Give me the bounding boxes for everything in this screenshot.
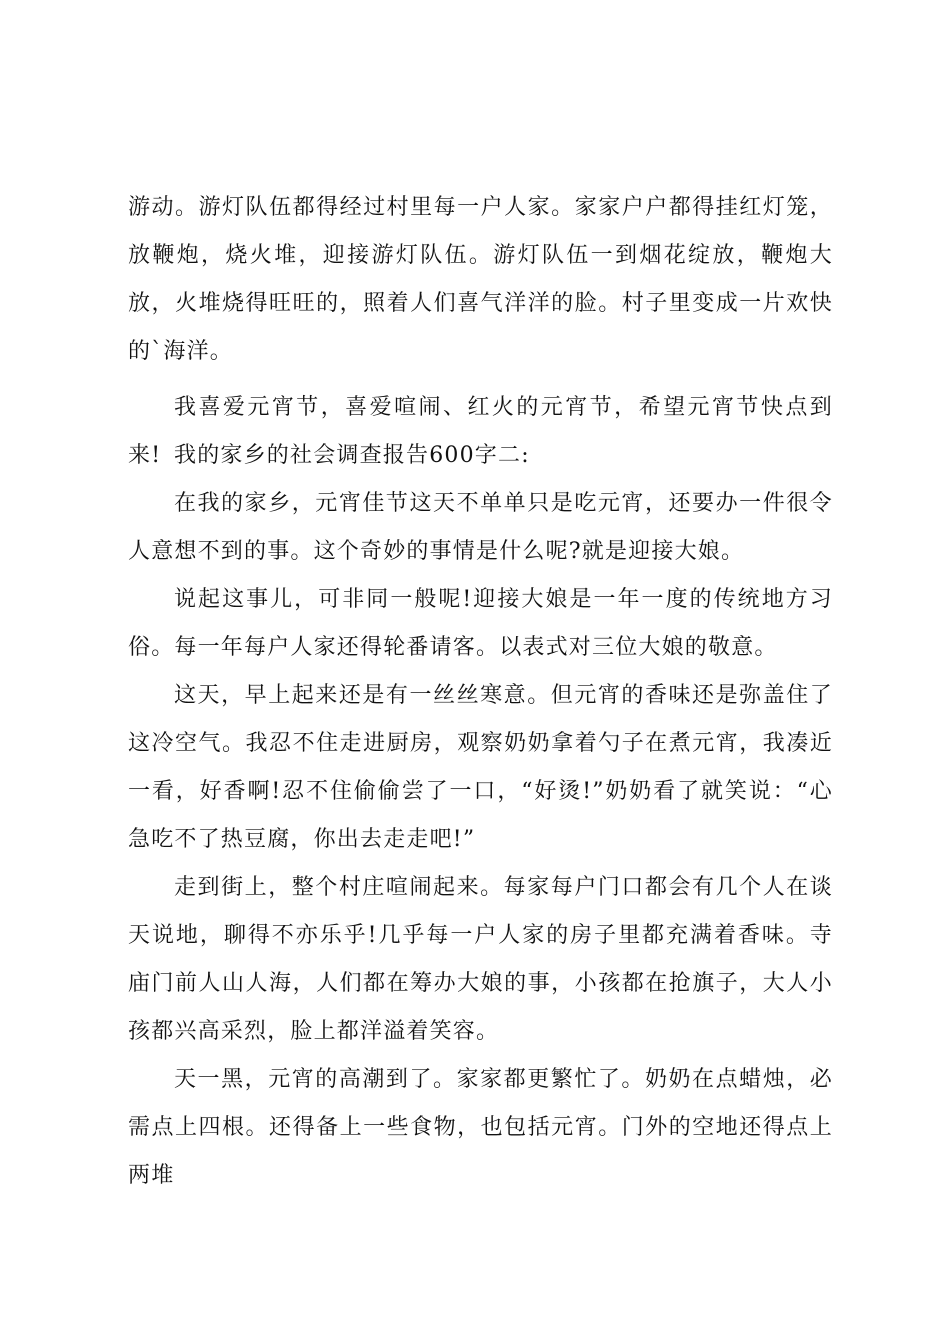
paragraph-tradition: 说起这事儿，可非同一般呢!迎接大娘是一年一度的传统地方习俗。每一年每户人家还得轮番请客。以表式对三位大娘的敬意。 [128, 587, 833, 660]
paragraph-welcome-aunts: 在我的家乡，元宵佳节这天不单单只是吃元宵，还要办一件很令人意想不到的事。这个奇妙的事情是什么呢?就是迎接大娘。 [128, 491, 833, 564]
paragraph-report-title: 我的家乡的社会调查报告600字二: [174, 443, 530, 468]
paragraph-night: 天一黑，元宵的高潮到了。家家都更繁忙了。奶奶在点蜡烛，必需点上四根。还得备上一些食物，也包括元宵。门外的空地还得点上两堆 [128, 1067, 833, 1188]
paragraph-lantern-parade: 游动。游灯队伍都得经过村里每一户人家。家家户户都得挂红灯笼，放鞭炮，烧火堆，迎接游灯队伍。游灯队伍一到烟花绽放，鞭炮大放，火堆烧得旺旺的，照着人们喜气洋洋的脸。村子里变成一片欢快的`海洋。 [128, 195, 833, 364]
paragraph-love-festival: 我喜爱元宵节，喜爱喧闹、红火的元宵节，希望元宵节快点到来! [128, 395, 833, 468]
paragraph-kitchen: 这天，早上起来还是有一丝丝寒意。但元宵的香味还是弥盖住了这冷空气。我忍不住走进厨房，观察奶奶拿着勺子在煮元宵，我凑近一看，好香啊!忍不住偷偷尝了一口，“好烫!”奶奶看了就笑说：“心急吃不了热豆腐，你出去走走吧!” [128, 683, 833, 852]
paragraph-street: 走到街上，整个村庄喧闹起来。每家每户门口都会有几个人在谈天说地，聊得不亦乐乎!几乎每一户人家的房子里都充满着香味。寺庙门前人山人海，人们都在筹办大娘的事，小孩都在抢旗子，大人小孩都兴高采烈，脸上都洋溢着笑容。 [128, 875, 833, 1044]
